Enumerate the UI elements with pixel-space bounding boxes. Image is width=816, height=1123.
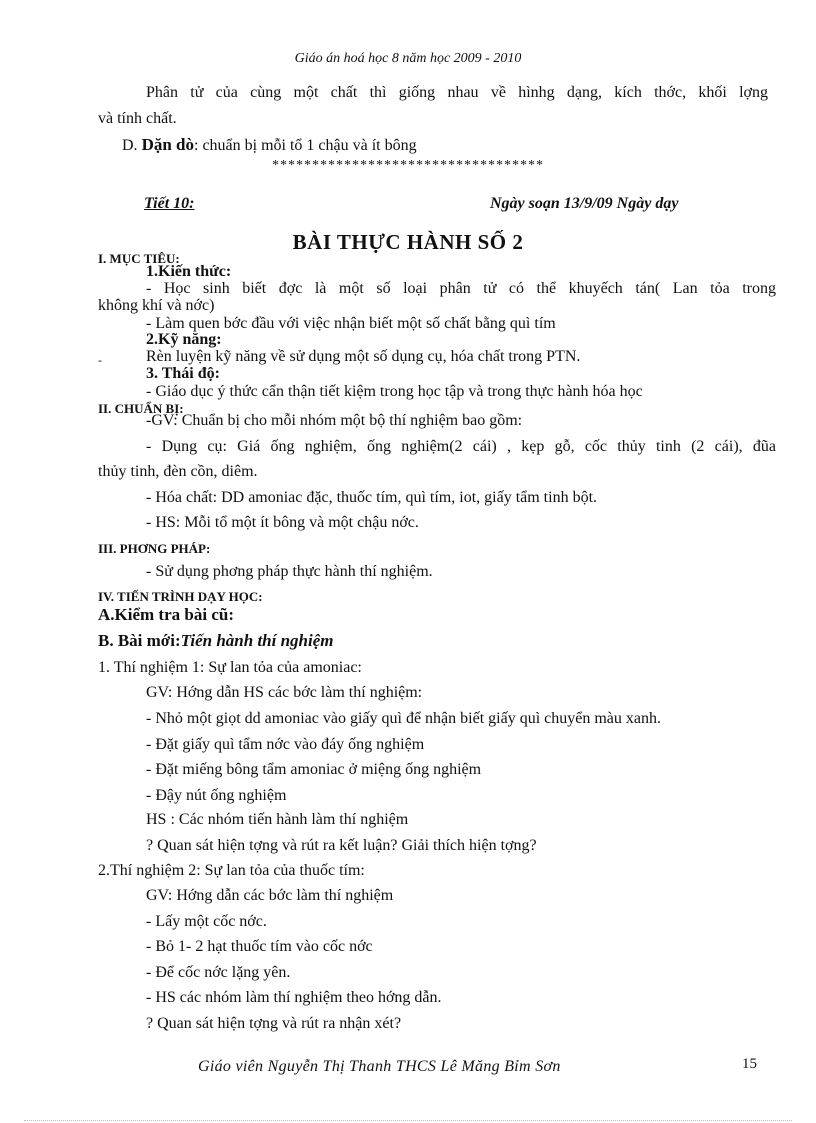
- section-3-heading: III. PHƠNG PHÁP:: [98, 541, 211, 556]
- lesson-dates: Ngày soạn 13/9/09 Ngày dạy: [490, 195, 679, 212]
- homework-line: [122, 135, 417, 156]
- experiment-1-title: 1. Thí nghiệm 1: Sự lan tỏa của amoniac:: [98, 659, 362, 676]
- skill-line: Rèn luyện kỹ năng về sử dụng một số dụng cụ, hóa chất trong PTN.: [146, 348, 581, 365]
- experiment-1-step-3: - Đặt miếng bông tẩm amoniac ở miệng ống nghiệm: [146, 761, 482, 778]
- new-lesson-text: Tiến hành thí nghiệm: [180, 631, 334, 650]
- lesson-number: Tiết 10:: [144, 195, 195, 212]
- prep-students: - HS: Mỗi tổ một ít bông và một chậu nớc.: [146, 514, 419, 531]
- knowledge-line-1b: không khí và nớc): [98, 297, 215, 314]
- experiment-2-step-2: - Bỏ 1- 2 hạt thuốc tím vào cốc nớc: [146, 938, 373, 955]
- experiment-1-question: ? Quan sát hiện tợng và rút ra kết luận? Giải thích hiện tợng?: [146, 837, 537, 854]
- section-2-heading: II. CHUẨN BỊ:: [98, 401, 184, 416]
- footer-teacher: Giáo viên Nguyễn Thị Thanh THCS Lê Măng Bỉm Sơn: [198, 1058, 561, 1075]
- bottom-divider: [24, 1120, 792, 1121]
- subheading-attitude: 3. Thái độ:: [146, 365, 220, 382]
- prep-tools-1: - Dụng cụ: Giá ống nghiệm, ống nghiệm(2 cái) , kẹp gỗ, cốc thủy tinh (2 cái), đũa: [146, 438, 776, 455]
- experiment-1-gv: GV: Hớng dẫn HS các bớc làm thí nghiệm:: [146, 684, 423, 701]
- separator-stars: **********************************: [272, 158, 544, 173]
- intro-line-2: và tính chất.: [98, 110, 177, 127]
- lesson-title: BÀI THỰC HÀNH SỐ 2: [292, 230, 524, 254]
- section-4-heading: IV. TIẾN TRÌNH DẠY HỌC:: [98, 589, 263, 604]
- new-lesson-label: B. Bài mới:: [98, 631, 181, 650]
- intro-line-1: Phân tử của cùng một chất thì giống nhau về hìnhg dạng, kích thớc, khối lợng: [146, 84, 768, 101]
- experiment-2-step-3: - Để cốc nớc lặng yên.: [146, 964, 291, 981]
- new-lesson-heading: [98, 631, 334, 651]
- page-number: 15: [742, 1056, 757, 1072]
- experiment-1-hs: HS : Các nhóm tiến hành làm thí nghiệm: [146, 811, 409, 828]
- homework-label: Dặn dò: [141, 135, 194, 154]
- experiment-1-step-2: - Đặt giấy quì tẩm nớc vào đáy ống nghiệm: [146, 736, 425, 753]
- section-1-heading: I. MỤC TIÊU:: [98, 251, 180, 266]
- skill-dash: -: [98, 353, 102, 367]
- knowledge-line-1a: - Học sinh biết đợc là một số loại phân tử có thể khuyếch tán( Lan tỏa trong: [146, 280, 776, 297]
- prep-gv: -GV: Chuẩn bị cho mỗi nhóm một bộ thí nghiệm bao gồm:: [146, 412, 523, 429]
- prep-tools-2: thủy tinh, đèn cồn, diêm.: [98, 463, 258, 480]
- knowledge-line-2: - Làm quen bớc đầu với việc nhận biết một số chất bằng quì tím: [146, 315, 556, 332]
- experiment-1-step-1: - Nhỏ một giọt dd amoniac vào giấy quì để nhận biết giấy quì chuyển màu xanh.: [146, 710, 661, 727]
- experiment-2-step-1: - Lấy một cốc nớc.: [146, 913, 267, 930]
- subheading-skills: 2.Kỹ năng:: [146, 331, 222, 348]
- page-header: Giáo án hoá học 8 năm học 2009 - 2010: [294, 51, 522, 66]
- homework-text: : chuẩn bị mỗi tổ 1 chậu và ít bông: [194, 137, 417, 154]
- experiment-1-step-4: - Đậy nút ống nghiệm: [146, 787, 287, 804]
- experiment-2-gv: GV: Hớng dẫn các bớc làm thí nghiệm: [146, 887, 394, 904]
- attitude-line: - Giáo dục ý thức cẩn thận tiết kiệm trong học tập và trong thực hành hóa học: [146, 383, 643, 400]
- experiment-2-question: ? Quan sát hiện tợng và rút ra nhận xét?: [146, 1015, 402, 1032]
- prep-chemicals: - Hóa chất: DD amoniac đặc, thuốc tím, quì tím, iot, giấy tẩm tinh bột.: [146, 489, 598, 506]
- method-line: - Sử dụng phơng pháp thực hành thí nghiệm.: [146, 563, 433, 580]
- subheading-knowledge: 1.Kiến thức:: [146, 263, 232, 280]
- review-heading: A.Kiểm tra bài cũ:: [98, 605, 234, 624]
- experiment-2-title: 2.Thí nghiệm 2: Sự lan tỏa của thuốc tím:: [98, 862, 365, 879]
- homework-prefix: D.: [122, 137, 138, 154]
- experiment-2-step-4: - HS các nhóm làm thí nghiệm theo hớng dẫn.: [146, 989, 442, 1006]
